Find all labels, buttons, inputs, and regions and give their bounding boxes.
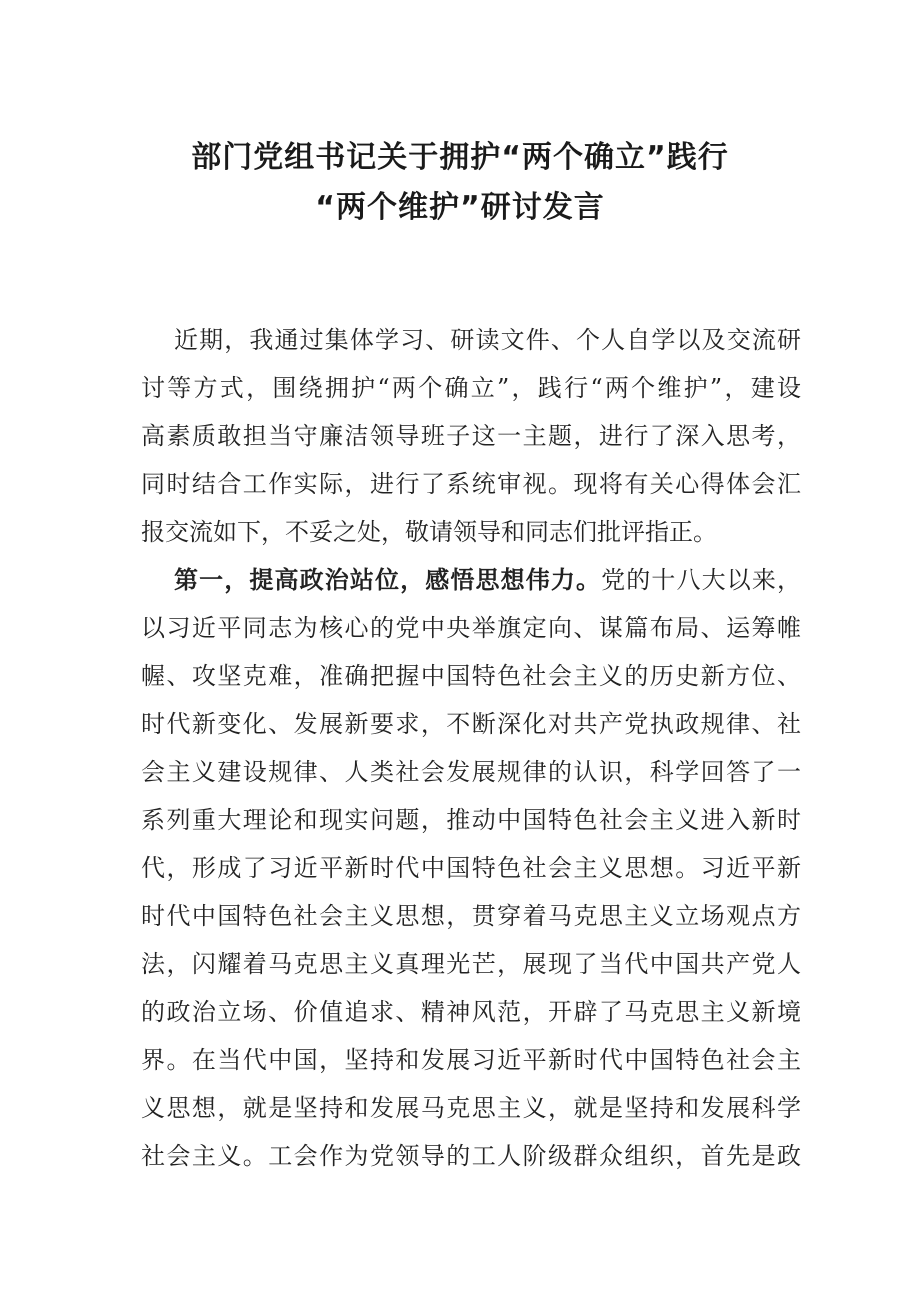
paragraph-1-line-2: 讨等方式，围绕拥护“两个确立”，践行“两个维护”，建设 [141, 374, 801, 402]
paragraph-2-line-10: 的政治立场、价值追求、精神风范，开辟了马克思主义新境 [141, 998, 801, 1026]
paragraph-2-line-13: 社会主义。工会作为党领导的工人阶级群众组织，首先是政 [141, 1142, 801, 1170]
paragraph-2-line-2: 以习近平同志为核心的党中央举旗定向、谋篇布局、运筹帷 [141, 614, 801, 642]
paragraph-2-line-11: 界。在当代中国，坚持和发展习近平新时代中国特色社会主 [141, 1046, 801, 1074]
paragraph-2-line-4: 时代新变化、发展新要求，不断深化对共产党执政规律、社 [141, 710, 801, 738]
paragraph-1-line-1: 近期，我通过集体学习、研读文件、个人自学以及交流研 [174, 326, 801, 354]
paragraph-1-line-5: 报交流如下，不妥之处，敬请领导和同志们批评指正。 [141, 518, 717, 546]
paragraph-2-first-line-text: 党的十八大以来， [601, 566, 801, 594]
paragraph-2-line-5: 会主义建设规律、人类社会发展规律的认识，科学回答了一 [141, 758, 801, 786]
paragraph-2-line-1 [174, 556, 801, 604]
paragraph-2-line-9: 法，闪耀着马克思主义真理光芒，展现了当代中国共产党人 [141, 950, 801, 978]
document-title-line-2: “两个维护”研讨发言 [315, 190, 605, 225]
paragraph-2-line-12: 义思想，就是坚持和发展马克思主义，就是坚持和发展科学 [141, 1094, 801, 1122]
paragraph-2-lead-in: 第一，提高政治站位，感悟思想伟力。 [174, 566, 602, 594]
document-title-line-1: 部门党组书记关于拥护“两个确立”践行 [191, 140, 729, 175]
paragraph-2-line-8: 时代中国特色社会主义思想，贯穿着马克思主义立场观点方 [141, 902, 801, 930]
paragraph-2-line-7: 代，形成了习近平新时代中国特色社会主义思想。习近平新 [141, 854, 801, 882]
paragraph-2-line-6: 系列重大理论和现实问题，推动中国特色社会主义进入新时 [141, 806, 801, 834]
paragraph-1-line-3: 高素质敢担当守廉洁领导班子这一主题，进行了深入思考， [141, 422, 801, 450]
paragraph-1-line-4: 同时结合工作实际，进行了系统审视。现将有关心得体会汇 [141, 470, 801, 498]
paragraph-2-line-3: 幄、攻坚克难，准确把握中国特色社会主义的历史新方位、 [141, 662, 801, 690]
